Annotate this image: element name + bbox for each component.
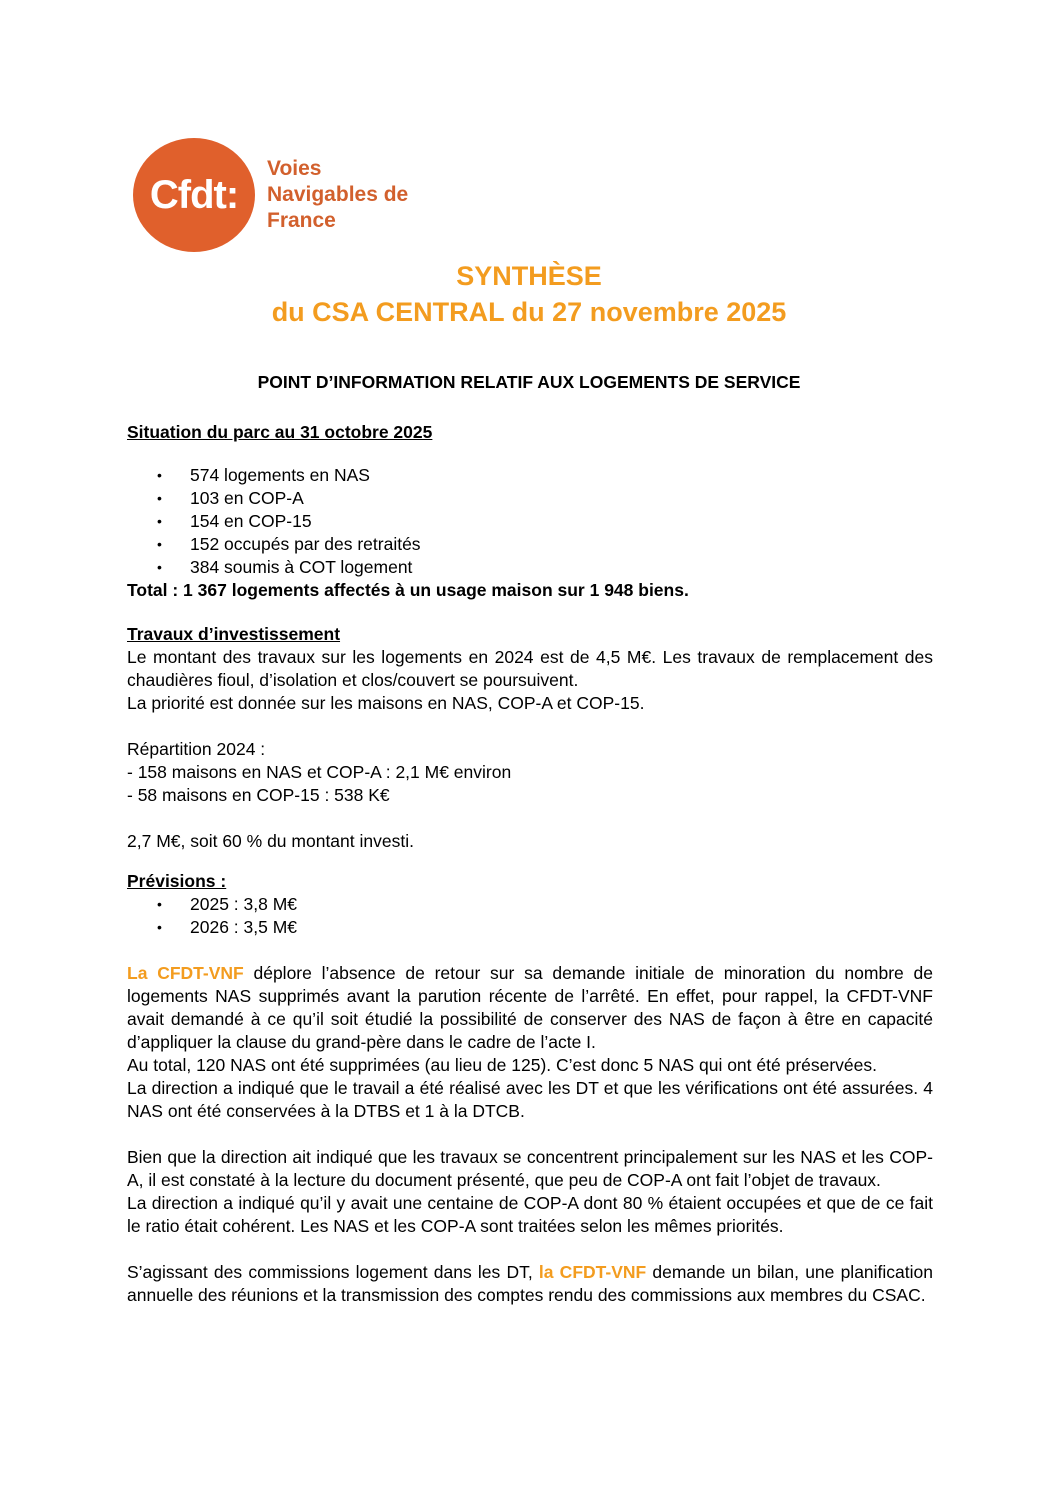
paragraph-text: déplore l’absence de retour sur sa demande initiale de minoration du nombre de logements NAS supprimés avant la parution récente de l’arrêté. En effet, pour rappel, la CFDT-VNF avait demandé à ce qu’il soit étudié la possibilité de conserver des NAS de façon à être en capacité d’appliquer la clause du grand-père dans le cadre de l’acte I. xyxy=(127,963,933,1052)
logo-org-name xyxy=(267,156,408,234)
nas-total-paragraph: Au total, 120 NAS ont été supprimées (au lieu de 125). C’est donc 5 NAS qui ont été préservées. xyxy=(127,1055,878,1075)
list-item: • 2026 : 3,5 M€ xyxy=(127,916,933,939)
situation-title: Situation du parc au 31 octobre 2025 xyxy=(127,422,433,442)
previsions-title: Prévisions : xyxy=(127,871,227,891)
list-item: • 384 soumis à COT logement xyxy=(127,556,933,579)
travaux-title: Travaux d’investissement xyxy=(127,624,341,644)
cfdt-vnf-logo xyxy=(133,138,408,252)
list-item: • 103 en COP-A xyxy=(127,487,933,510)
cfdt-logo-mark: Cfdt: xyxy=(149,172,239,217)
repartition-item: - 158 maisons en NAS et COP-A : 2,1 M€ environ xyxy=(127,762,512,782)
situation-section xyxy=(127,421,933,602)
logo-line: France xyxy=(267,209,336,232)
repartition-label: Répartition 2024 : xyxy=(127,739,266,759)
list-item: • 574 logements en NAS xyxy=(127,464,933,487)
cfdt-highlight: La CFDT-VNF xyxy=(127,963,244,983)
cfdt-highlight: la CFDT-VNF xyxy=(538,1262,647,1282)
paragraph-text: demande un bilan, une planification annuelle des réunions et la transmission des comptes rendu des commissions aux membres du CSAC. xyxy=(127,1262,933,1305)
situation-total: Total : 1 367 logements affectés à un usage maison sur 1 948 biens. xyxy=(127,580,689,600)
cfdt-paragraph xyxy=(127,962,933,1054)
logo-line: Voies xyxy=(267,157,322,180)
situation-list xyxy=(127,464,933,579)
list-item: • 152 occupés par des retraités xyxy=(127,533,933,556)
document-title: SYNTHÈSE xyxy=(456,261,602,291)
previsions-section xyxy=(127,870,933,939)
previsions-list xyxy=(127,893,933,939)
repartition-item: - 58 maisons en COP-15 : 538 K€ xyxy=(127,785,390,805)
direction-paragraph: La direction a indiqué que le travail a été réalisé avec les DT et que les vérifications ont été assurées. 4 NAS ont été conservées à la DTBS et 1 à la DTCB. xyxy=(127,1078,933,1121)
document-subtitle: du CSA CENTRAL du 27 novembre 2025 xyxy=(271,297,787,327)
direction-ratio-paragraph: La direction a indiqué qu’il y avait une centaine de COP-A dont 80 % étaient occupées et que de ce fait le ratio était cohérent. Les NAS et les COP-A sont traitées selon les mêmes priorités. xyxy=(127,1193,933,1236)
section-heading: POINT D’INFORMATION RELATIF AUX LOGEMENTS DE SERVICE xyxy=(257,372,801,392)
list-item: • 2025 : 3,8 M€ xyxy=(127,893,933,916)
travaux-section xyxy=(127,623,933,853)
discussion-section xyxy=(127,962,933,1307)
list-item: • 154 en COP-15 xyxy=(127,510,933,533)
paragraph-text: S’agissant des commissions logement dans les DT, xyxy=(127,1262,539,1282)
travaux-paragraph: Le montant des travaux sur les logements en 2024 est de 4,5 M€. Les travaux de remplacement des chaudières fioul, d’isolation et clos/couvert se poursuivent. xyxy=(127,647,933,690)
commissions-paragraph xyxy=(127,1261,933,1307)
cop-a-paragraph: Bien que la direction ait indiqué que les travaux se concentrent principalement sur les NAS et les COP-A, il est constaté à la lecture du document présenté, que peu de COP-A ont fait l’objet de travaux. xyxy=(127,1147,933,1190)
travaux-priority: La priorité est donnée sur les maisons en NAS, COP-A et COP-15. xyxy=(127,693,645,713)
travaux-summary: 2,7 M€, soit 60 % du montant investi. xyxy=(127,831,414,851)
logo-line: Navigables de xyxy=(267,183,409,206)
cfdt-logo-circle xyxy=(133,138,255,252)
